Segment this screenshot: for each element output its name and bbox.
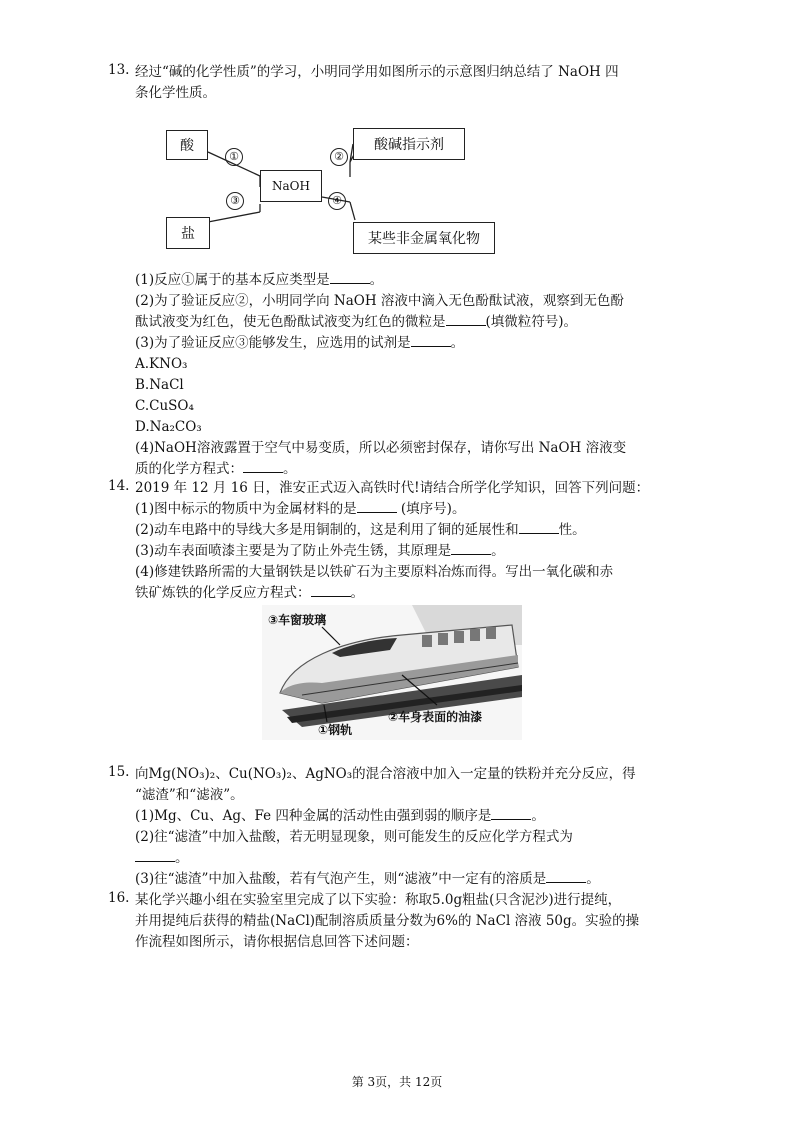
answer-blank[interactable] xyxy=(519,520,559,534)
question-stem: 条化学性质。 xyxy=(135,85,216,101)
nonmetal-oxide-box: 某些非金属氧化物 xyxy=(353,222,495,254)
answer-blank[interactable] xyxy=(357,499,397,513)
naoh-diagram xyxy=(160,122,520,262)
question-number: 13. xyxy=(108,62,130,78)
answer-blank[interactable] xyxy=(451,541,491,555)
question-15: 15. 向Mg(NO₃)₂、Cu(NO₃)₂、AgNO₃的混合溶液中加入一定量的铁粉并充分反应，得 “滤渣”和“滤液”。 (1)Mg、Cu、Ag、Fe 四种金属的活动性由强到弱的顺序是 。 (2)往“滤渣”中加入盐酸，若无明显现象，则可能发生的反应化学方程式为 。 (3)往“滤渣”中加入盐酸，若有气泡产生，则“滤液”中一定有的溶质是 。 xyxy=(135,764,680,890)
naoh-box: NaOH xyxy=(260,170,322,202)
acid-box: 酸 xyxy=(166,130,208,160)
part-3: (3)往“滤渣”中加入盐酸，若有气泡产生，则“滤液”中一定有的溶质是 xyxy=(135,871,547,887)
answer-blank[interactable] xyxy=(491,806,531,820)
part-2: (2)往“滤渣”中加入盐酸，若无明显现象，则可能发生的反应化学方程式为 xyxy=(135,829,573,845)
part-2: (2)动车电路中的导线大多是用铜制的，这是利用了铜的延展性和 xyxy=(135,522,519,538)
part-4: (4)修建铁路所需的大量钢铁是以铁矿石为主要原料冶炼而得。写出一氧化碳和赤 xyxy=(135,564,614,580)
question-stem: “滤渣”和“滤液”。 xyxy=(135,787,244,803)
question-text-line: 某化学兴趣小组在实验室里完成了以下实验：称取5.0g粗盐(只含泥沙)进行提纯， xyxy=(135,892,622,908)
question-16 xyxy=(108,890,680,953)
question-text-line: 并用提纯后获得的精盐(NaCl)配制溶质质量分数为6%的 NaCl 溶液 50g。实验的操 xyxy=(135,913,640,929)
reaction-marker-2: ② xyxy=(330,148,348,166)
part-1: (1)反应①属于的基本反应类型是 xyxy=(135,272,330,288)
answer-blank[interactable] xyxy=(411,333,451,347)
answer-blank[interactable] xyxy=(135,848,175,862)
part-2: (2)为了验证反应②，小明同学向 NaOH 溶液中滴入无色酚酞试液，观察到无色酚 xyxy=(135,293,624,309)
reaction-marker-3: ③ xyxy=(226,192,244,210)
answer-blank[interactable] xyxy=(330,270,370,284)
part-3: (3)动车表面喷漆主要是为了防止外壳生锈，其原理是 xyxy=(135,543,452,559)
question-number: 14. xyxy=(108,478,130,494)
question-text-line: 作流程如图所示，请你根据信息回答下述问题： xyxy=(135,934,419,950)
salt-box: 盐 xyxy=(166,217,210,249)
part-1: (1)Mg、Cu、Ag、Fe 四种金属的活动性由强到弱的顺序是 xyxy=(135,808,492,824)
question-13 xyxy=(108,62,680,104)
page-footer: 第 3页，共 12页 xyxy=(351,1075,443,1089)
answer-blank[interactable] xyxy=(243,459,283,473)
question-14: 14. 2019 年 12 月 16 日，淮安正式迈入高铁时代!请结合所学化学知识，回答下列问题： (1)图中标示的物质中为金属材料的是 (填序号)。 (2)动车电路中的导线大多是用铜制的，这是利用了铜的延展性和 性。 (3)动车表面喷漆主要是为了防止外壳生锈，其原理是 。 (4)修建铁路所需的大量钢铁是以铁矿石为主要原料冶炼而得。写出一氧化碳和赤 铁矿炼铁的化学反应方程式： 。 xyxy=(135,478,680,604)
indicator-box: 酸碱指示剂 xyxy=(353,128,465,160)
part-1: (1)图中标示的物质中为金属材料的是 xyxy=(135,501,357,517)
question-stem: 经过“碱的化学性质”的学习，小明同学用如图所示的示意图归纳总结了 NaOH 四 xyxy=(135,64,619,80)
answer-blank[interactable] xyxy=(446,312,486,326)
label-body-paint: ②车身表面的油漆 xyxy=(388,710,483,724)
question-stem: 2019 年 12 月 16 日，淮安正式迈入高铁时代!请结合所学化学知识，回答下列问题： xyxy=(135,480,650,496)
high-speed-train-image xyxy=(262,605,522,740)
answer-blank[interactable] xyxy=(546,869,586,883)
part-3: (3)为了验证反应③能够发生，应选用的试剂是 xyxy=(135,335,411,351)
reaction-marker-4: ④ xyxy=(328,192,346,210)
question-13-parts: (1)反应①属于的基本反应类型是 。 (2)为了验证反应②，小明同学向 NaOH 溶液中滴入无色酚酞试液，观察到无色酚 酞试液变为红色，使无色酚酞试液变为红色的微粒是 (填微粒符号)。 (3)为了验证反应③能够发生，应选用的试剂是 。 A.KNO₃ B.NaCl C.CuSO₄ D.Na₂CO₃ (4)NaOH溶液露置于空气中易变质，所以必须密封保存，请你写出 NaOH 溶液变 质的化学方程式： 。 xyxy=(135,270,680,480)
option-d[interactable]: D.Na₂CO₃ xyxy=(135,419,202,435)
reaction-marker-1: ① xyxy=(225,148,243,166)
label-window-glass: ③车窗玻璃 xyxy=(268,613,327,627)
label-steel-rail: ①钢轨 xyxy=(318,723,353,737)
question-number: 15. xyxy=(108,764,130,780)
answer-blank[interactable] xyxy=(311,583,351,597)
question-stem: 向Mg(NO₃)₂、Cu(NO₃)₂、AgNO₃的混合溶液中加入一定量的铁粉并充分反应，得 xyxy=(135,766,636,782)
option-a[interactable]: A.KNO₃ xyxy=(135,356,188,372)
question-number: 16. xyxy=(108,890,130,906)
option-c[interactable]: C.CuSO₄ xyxy=(135,398,194,414)
part-4: (4)NaOH溶液露置于空气中易变质，所以必须密封保存，请你写出 NaOH 溶液变 xyxy=(135,440,627,456)
option-b[interactable]: B.NaCl xyxy=(135,377,184,393)
